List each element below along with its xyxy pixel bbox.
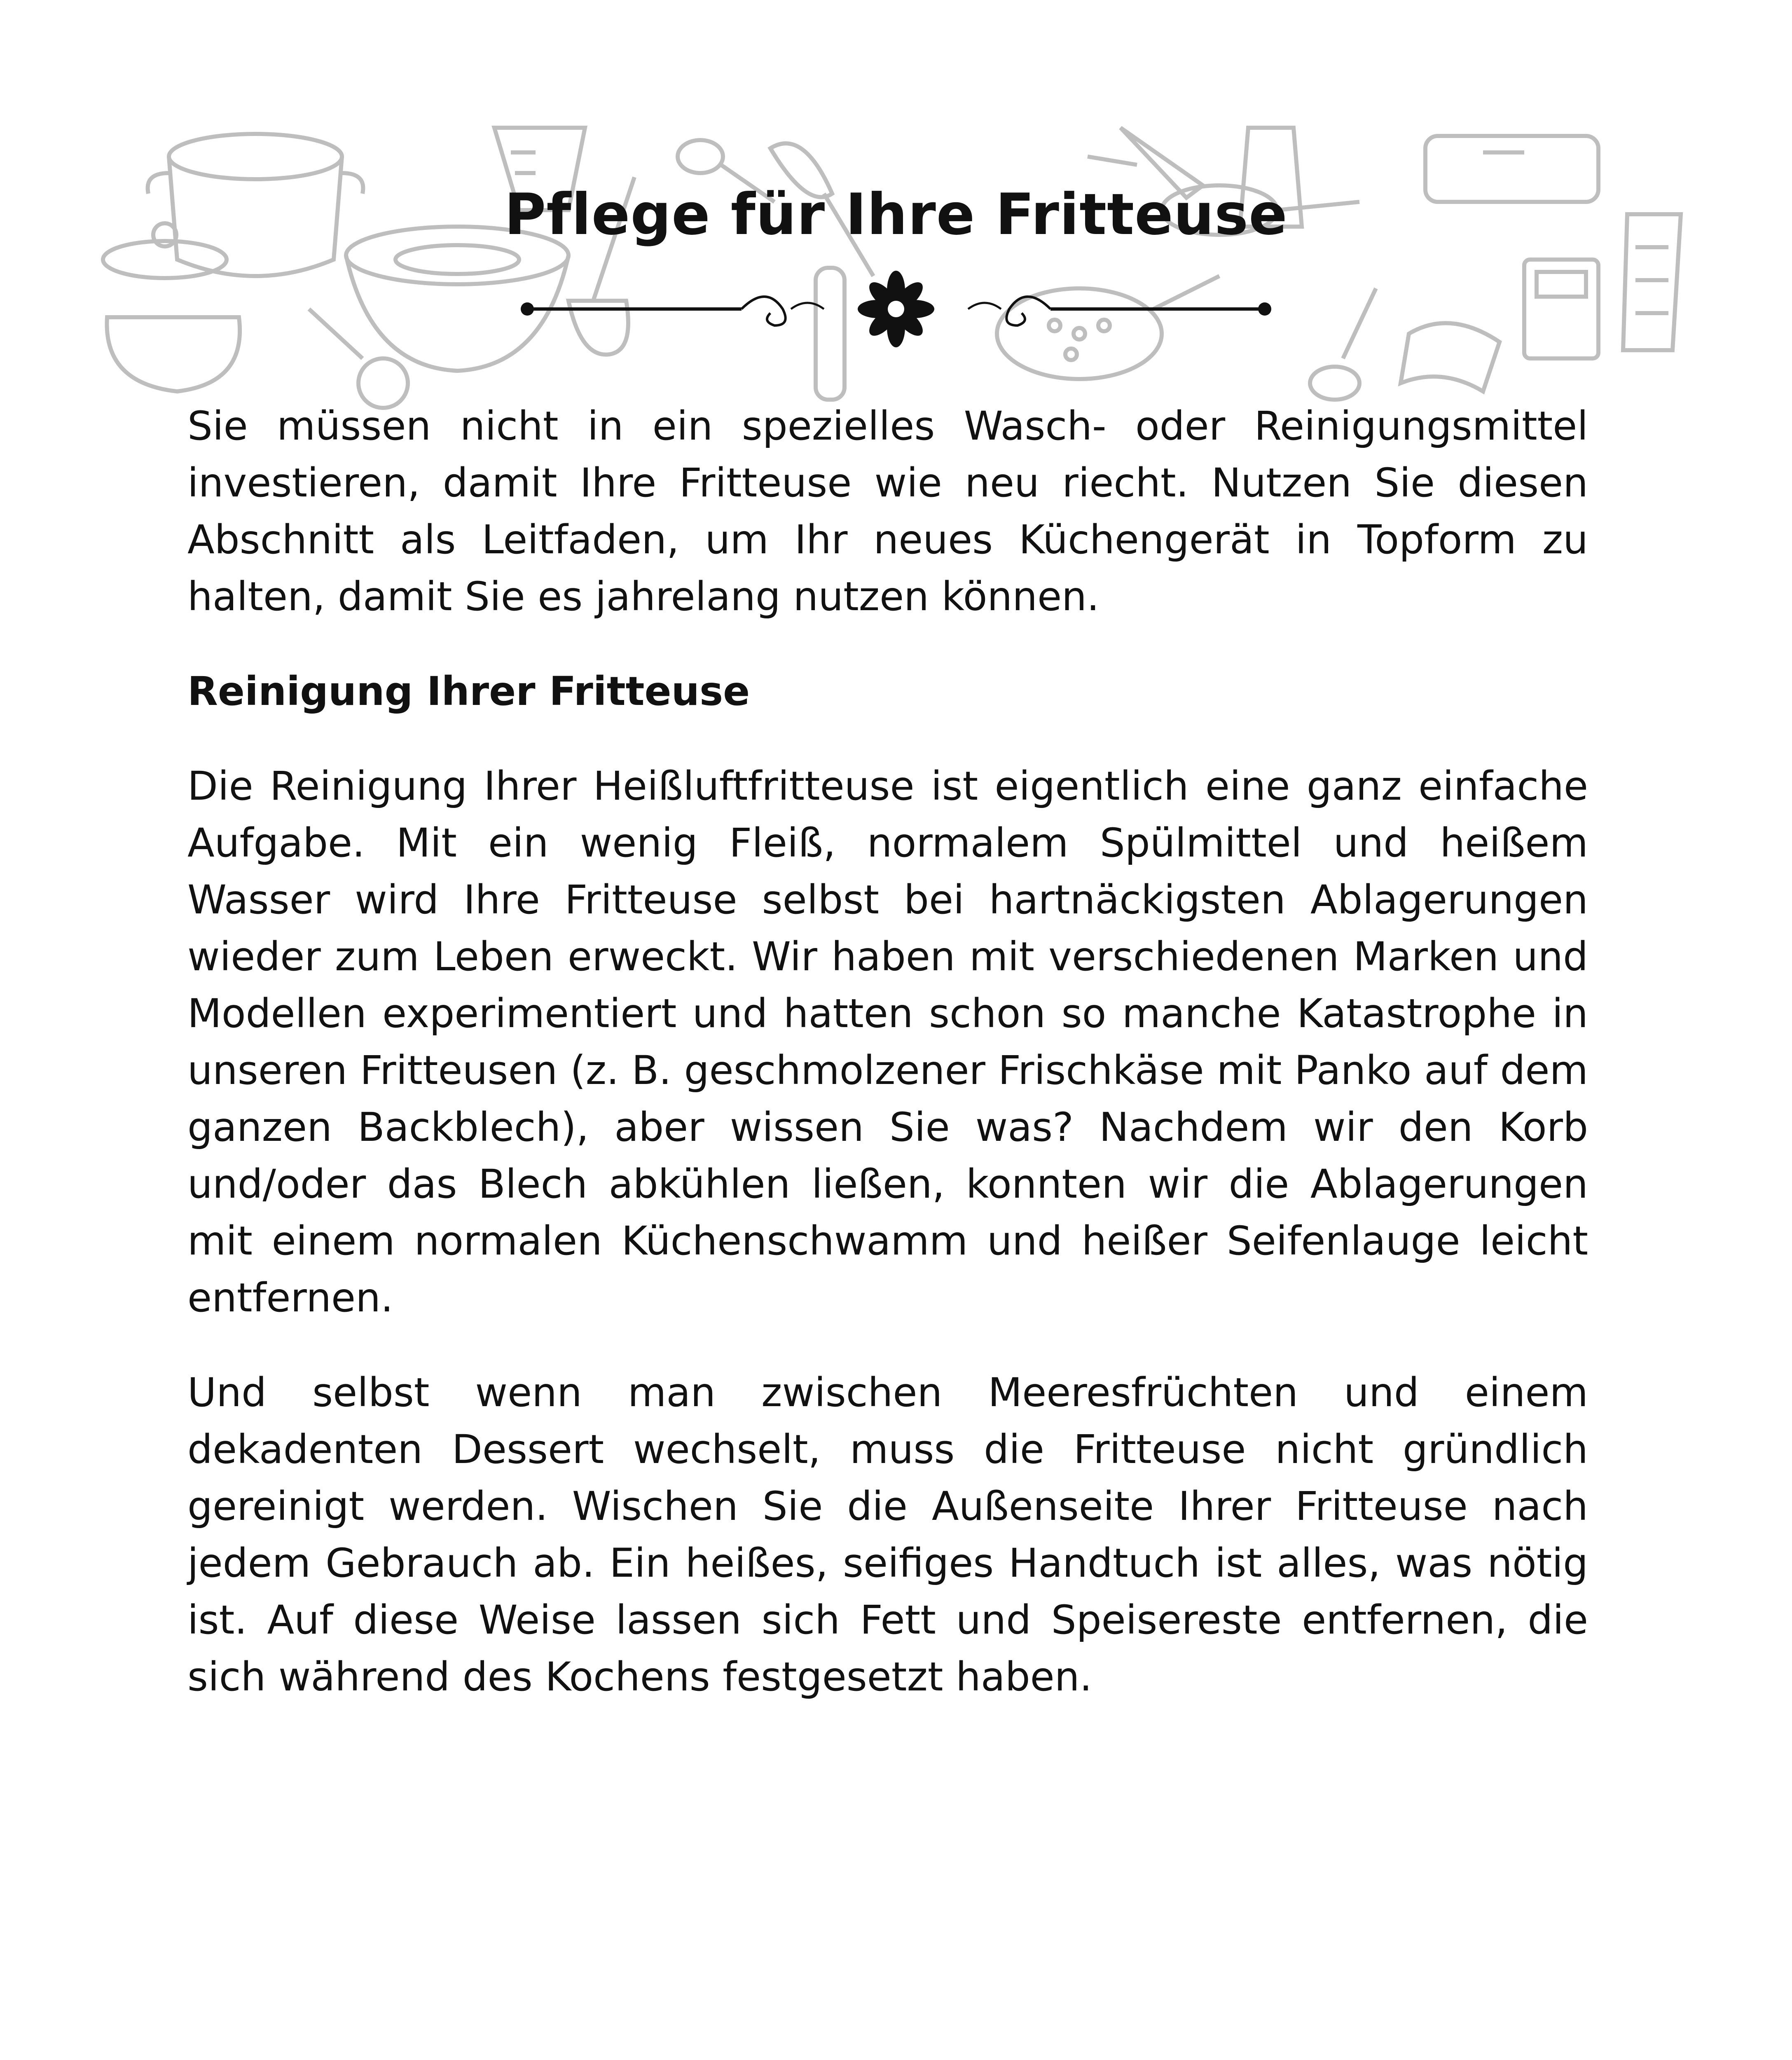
top-kitchen-border xyxy=(0,103,1792,412)
towel-icon xyxy=(1401,323,1500,391)
flower-ornament-icon xyxy=(858,271,934,347)
page-content xyxy=(187,398,1588,1743)
intro-paragraph: Sie müssen nicht in ein spezielles Wasch- oder Reinigungsmittel investieren, damit Ihre Fritteuse wie neu riecht. Nutzen Sie diesen Abschnitt als Leitfaden, um Ihr neues Küchengerät in Topform zu halten, damit Sie es jahrelang nutzen können. xyxy=(187,403,1588,620)
scale-icon xyxy=(1524,260,1598,358)
lid-pot-icon xyxy=(103,223,240,391)
page-title: Pflege für Ihre Fritteuse xyxy=(504,181,1288,248)
wiping-paragraph: Und selbst wenn man zwischen Meeresfrüchten und einem dekadenten Dessert wechselt, muss die Fritteuse nicht gründlich gereinigt werden. Wischen Sie die Außenseite Ihrer Fritteuse nach jedem Gebrauch ab. Ein heißes, seifiges Handtuch ist alles, was nötig ist. Auf diese Weise lassen sich Fett und Speisereste entfernen, die sich während des Kochens festgesetzt haben. xyxy=(187,1369,1588,1700)
skimmer-icon xyxy=(309,309,408,408)
cleaning-paragraph: Die Reinigung Ihrer Heißluftfritteuse ist eigentlich eine ganz einfache Aufgabe. Mit ein wenig Fleiß, normalem Spülmittel und heißem Wasser wird Ihre Fritteuse selbst bei hartnäckigsten Ablagerungen wieder zum Leben erweckt. Wir haben mit verschiedenen Marken und Modellen experimentiert und hatten schon so manche Katastrophe in unseren Fritteusen (z. B. geschmolzener Frischkäse mit Panko auf dem ganzen Backblech), aber wissen Sie was? Nachdem wir den Korb und/oder das Blech abkühlen ließen, konnten wir die Ablagerungen mit einem normalen Küchenschwamm und heißer Seifenlauge leicht entfernen. xyxy=(187,763,1588,1321)
title-divider xyxy=(519,268,1273,350)
skimmer-ladle-icon xyxy=(1310,288,1376,400)
section-heading: Reinigung Ihrer Fritteuse xyxy=(187,668,750,714)
